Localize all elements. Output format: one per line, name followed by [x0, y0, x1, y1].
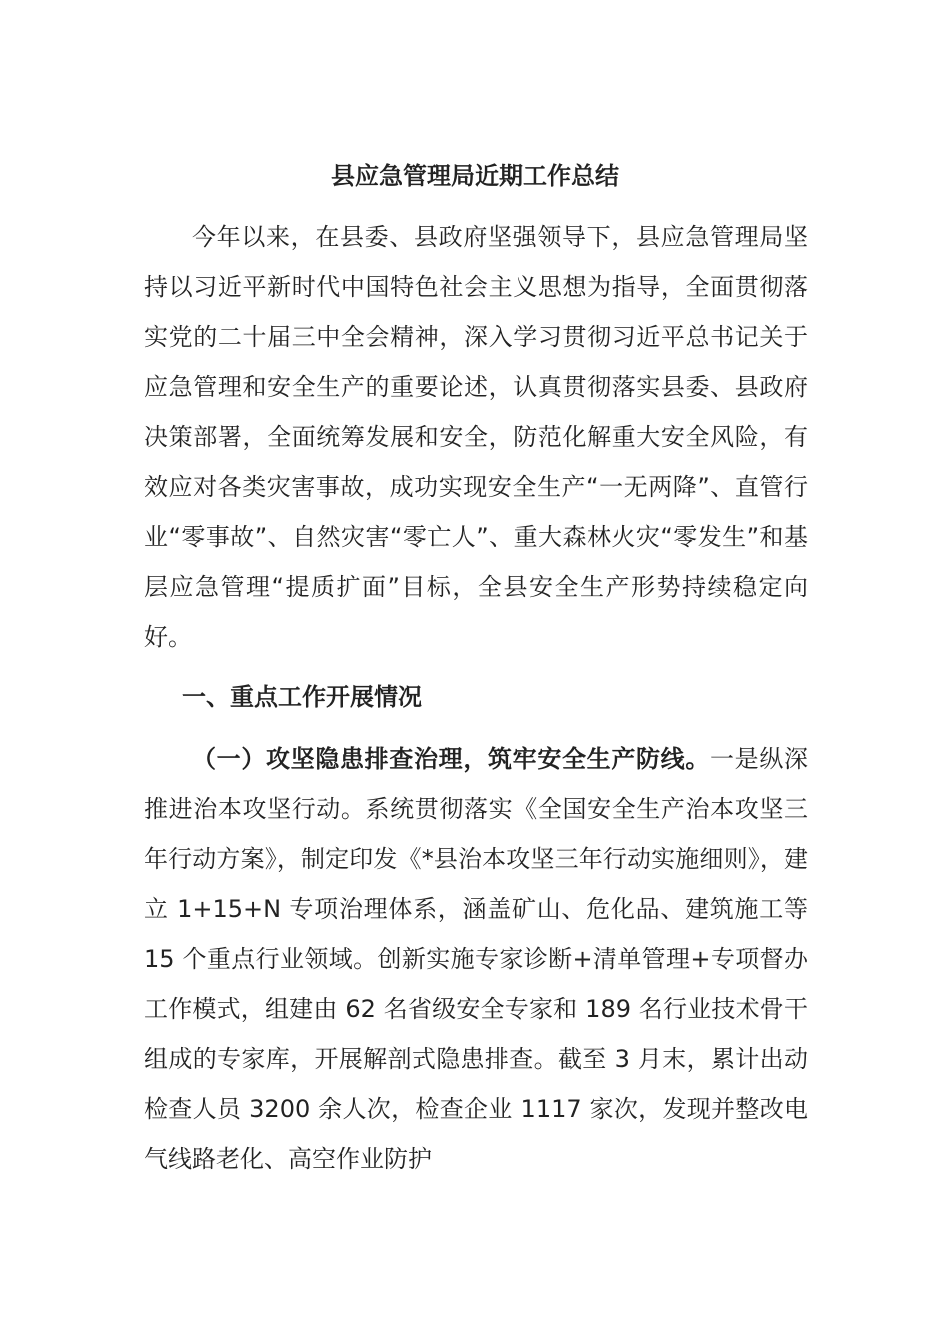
- subsection-paragraph: [144, 734, 808, 1184]
- intro-paragraph: 今年以来，在县委、县政府坚强领导下，县应急管理局坚持以习近平新时代中国特色社会主义思想为指导，全面贯彻落实党的二十届三中全会精神，深入学习贯彻习近平总书记关于应急管理和安全生产的重要论述，认真贯彻落实县委、县政府决策部署，全面统筹发展和安全，防范化解重大安全风险，有效应对各类灾害事故，成功实现安全生产“一无两降”、直管行业“零事故”、自然灾害“零亡人”、重大森林火灾“零发生”和基层应急管理“提质扩面”目标，全县安全生产形势持续稳定向好。: [144, 223, 808, 651]
- section-heading: 一、重点工作开展情况: [182, 683, 422, 711]
- document-title: 县应急管理局近期工作总结: [331, 162, 619, 190]
- subsection-heading: （一）攻坚隐患排查治理，筑牢安全生产防线。: [192, 745, 710, 773]
- subsection-body: 一是纵深推进治本攻坚行动。系统贯彻落实《全国安全生产治本攻坚三年行动方案》，制定印发《*县治本攻坚三年行动实施细则》，建立 1+15+N 专项治理体系，涵盖矿山、危化品、建筑施工等 15 个重点行业领域。创新实施专家诊断+清单管理+专项督办工作模式，组建由 62 名省级安全专家和 189 名行业技术骨干组成的专家库，开展解剖式隐患排查。截至 3 月末，累计出动检查人员 3200 余人次，检查企业 1117 家次，发现并整改电气线路老化、高空作业防护: [144, 745, 808, 1173]
